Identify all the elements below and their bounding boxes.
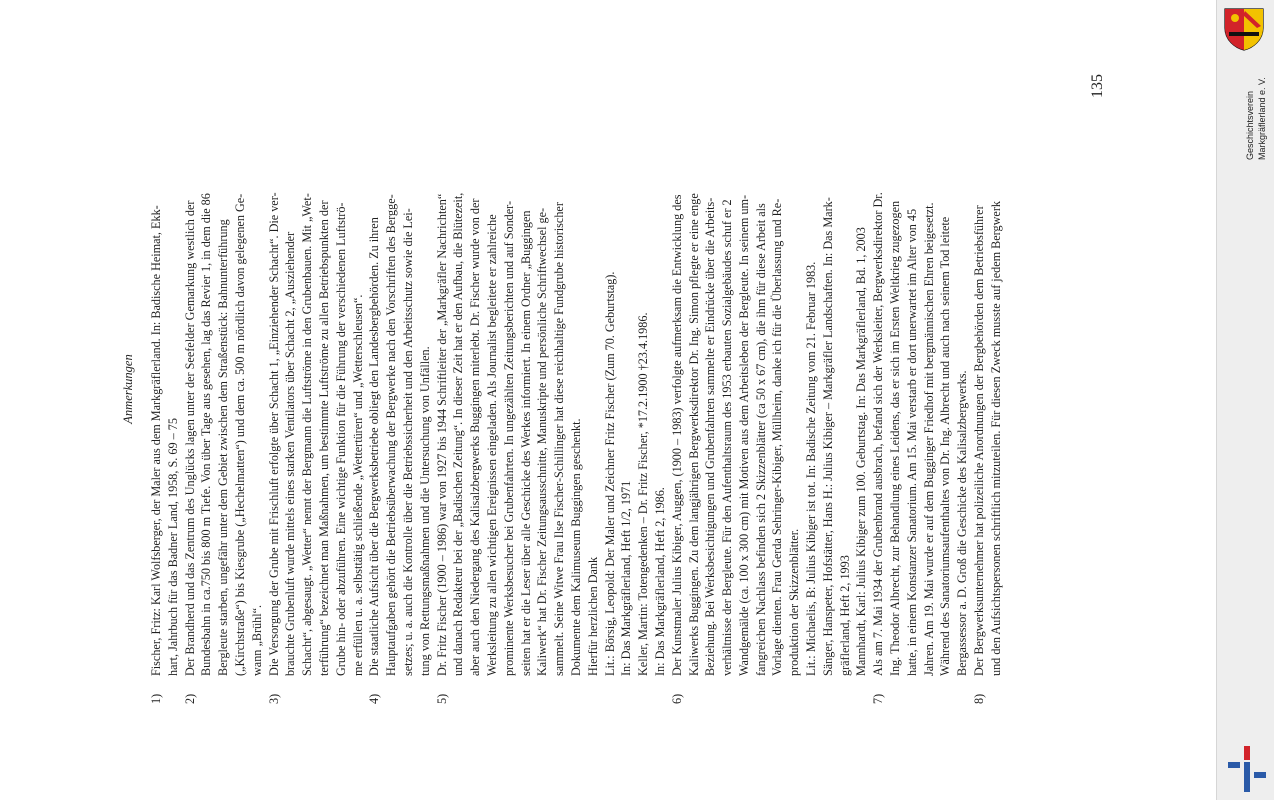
page-number: 135: [1089, 74, 1106, 98]
footnote-line: tung von Rettungsmaßnahmen und die Untersuchung von Unfällen.: [417, 346, 432, 676]
scanned-page: [120, 74, 1106, 704]
footnote-line: Wandgemälde (ca. 100 x 300 cm) mit Motiven aus dem Arbeitsleben der Bergleute. In seinem um-: [736, 194, 751, 676]
footnote: [971, 74, 1005, 704]
footnote-line: me erfüllen u. a. selbsttätig schließende „Wettertüren“ und „Wetterschleusen“.: [350, 294, 365, 676]
footnote-line: Dr. Fritz Fischer (1900 – 1986) war von 1927 bis 1944 Schriftleiter der „Markgräfler Nachrichten“: [434, 193, 449, 676]
footnote-line: Hauptaufgaben gehört die Betriebsüberwachung der Bergwerke nach den Vorschriften des Bergge-: [384, 194, 399, 676]
footnote-line: Die staatliche Aufsicht über die Bergwerksbetriebe obliegt den Landesbergbehörden. Zu ihren: [367, 217, 382, 676]
footnote-line: Werksleitung zu allen wichtigen Ereignissen eingeladen. Als Journalist begleitete er zahlreiche: [484, 214, 499, 676]
footnote-line: Sänger, Hanspeter, Hofstätter, Hans H.: Julius Kibiger – Markgräfler Landschaften. In: Das Mark-: [820, 197, 835, 676]
footnote-body: [182, 74, 266, 676]
footnote-line: brauchte Grubenluft wurde mittels eines starken Ventilators über Schacht 2, „Ausziehender: [283, 231, 298, 676]
footnote-number: 3): [266, 693, 281, 704]
footnote: [266, 74, 367, 704]
footnote-line: Kaliwerk“ hat Dr. Fischer Zeitungsausschnitte, Manuskripte und persönliche Schriftwechsel ge-: [535, 207, 550, 676]
footnote-line: Ing. Theodor Albrecht, zur Behandlung eines Leidens, das er sich im Ersten Weltkrieg zugezogen: [888, 200, 903, 676]
footnote-line: setzes; u. a. auch die Kontrolle über die Betriebssicherheit und den Arbeitsschutz sowie die Lei-: [400, 208, 415, 676]
footnote-number: 1): [149, 693, 163, 704]
society-name: [1244, 77, 1268, 160]
footnote-line: produktion der Skizzenblätter.: [787, 528, 802, 676]
footnote-number: 2): [182, 693, 197, 704]
footnote-line: terführung“ bezeichnet man Maßnahmen, um bestimmte Luftströme zu allen Betriebspunkten der: [316, 200, 331, 676]
footnotes-list: [148, 74, 1005, 704]
footnote-line: Bergleute starben, ungefähr unter dem Gebiet zwischen dem Straßenstück: Bahnunterführung: [216, 219, 231, 676]
footnote-number: 6): [669, 693, 684, 704]
footnote-line: Jahren. Am 19. Mai wurde er auf dem Bugginger Friedhof mit bergmännischen Ehren beigesetzt.: [921, 202, 936, 676]
footnote-number: 4): [367, 693, 382, 704]
footnote-body: [266, 74, 367, 676]
coat-of-arms-icon: [1221, 6, 1267, 52]
crest-black-bar: [1229, 32, 1259, 36]
footnote-line: Während des Sanatoriumsaufenthaltes von Dr. Ing. Albrecht und auch nach seinem Tod leitete: [938, 216, 953, 676]
footnote-line: hatte, in einem Konstanzer Sanatorium. Am 15. Mai verstarb er dort unerwartet im Alter von 45: [904, 208, 919, 676]
footnote-line: In: Das Markgräflerland, Heft 1/2, 1971: [619, 480, 634, 676]
footnote-line: und den Aufsichtspersonen schriftlich mitzuteilen. Für diesen Zweck musste auf jedem Bergwerk: [988, 201, 1003, 676]
footnote-line: prominente Werksbesucher bei Grubenfahrten. In ungezählten Zeitungsberichten und auf Sonder-: [501, 200, 516, 676]
logo-blue-bar-left: [1228, 762, 1240, 768]
footnote-line: aber auch den Niedergang des Kalisalzbergwerks Buggingen miterlebt. Dr. Fischer wurde von der: [468, 198, 483, 676]
footnote: [182, 74, 266, 704]
footnote-number: 7): [871, 693, 886, 704]
footnote-line: wann „Brühl“.: [249, 604, 264, 676]
footnote-line: Hierfür herzlichen Dank: [585, 556, 600, 676]
logo-blue-bar-right: [1254, 772, 1266, 778]
footnote-line: sammelt. Seine Witwe Frau Ilse Fischer-Schillinger hat diese reichhaltige Fundgrube historischer: [552, 202, 567, 676]
footnote-line: Keller, Martin: Totengedenken – Dr. Fritz Fischer, *17.2.1900 †23.4.1986.: [636, 312, 651, 676]
footnote-body: [971, 74, 1005, 676]
footnote: [148, 74, 182, 704]
footnote-line: Schacht“, abgesaugt. „Wetter“ nennt der Bergmann die Luftströme in den Grubenbauen. Mit „Wet-: [300, 193, 315, 676]
footnote-line: Der Brandherd und das Zentrum des Unglücks lagen unter der Seefelder Gemarkung westlich der: [182, 200, 197, 676]
crest-emblem: [1231, 14, 1239, 22]
footnote-body: [669, 74, 871, 676]
footnote-line: Mannhardt, Karl: Julius Kibiger zum 100. Geburtstag. In: Das Markgräflerland, Bd. 1, 2003: [854, 227, 869, 676]
footnote-line: Grube hin- oder abzuführen. Eine wichtige Funktion für die Führung der verschiedenen Luftströ-: [333, 202, 348, 676]
footnote-line: Bergassessor a. D. Groß die Geschicke des Kalisalzbergwerks.: [955, 370, 970, 676]
logo-red-bar-top: [1244, 746, 1250, 760]
footnote-line: fangreichen Nachlass befinden sich 2 Skizzenblätter (ca 50 x 67 cm), die ihm für diese Arbeit als: [753, 203, 768, 676]
footnote-line: Bundesbahn in ca.750 bis 800 m Tiefe. Von über Tage aus gesehen, lag das Revier 1, in dem die 86: [199, 193, 214, 676]
footnote-line: Als am 7. Mai 1934 der Grubenbrand ausbrach, befand sich der Werksleiter, Bergwerksdirektor Dr.: [871, 192, 886, 676]
footnote-line: Fischer, Fritz: Karl Wolfsberger, der Maler aus dem Markgräflerland. In: Badische Heimat, Ekk-: [149, 205, 163, 676]
footnote: [434, 74, 669, 704]
university-library-logo-icon: [1226, 744, 1268, 794]
footnote: [366, 74, 433, 704]
footnote-body: [148, 74, 182, 676]
footnote-line: hart, Jahrbuch für das Badner Land, 1958, S. 69 – 75: [165, 418, 180, 676]
footnote: [669, 74, 871, 704]
footnote-body: [366, 74, 433, 676]
footnote: [870, 74, 971, 704]
logo-blue-bar-center: [1244, 762, 1250, 792]
footnote-line: Die Versorgung der Grube mit Frischluft erfolgte über Schacht 1, „Einziehender Schacht“. Die ver-: [266, 192, 281, 676]
footnote-body: [434, 74, 669, 676]
footnote-line: Dokumente dem Kalimuseum Buggingen geschenkt.: [568, 418, 583, 676]
footnote-line: gräflerland, Heft 2, 1993: [837, 555, 852, 676]
society-line-2: Markgräflerland e. V.: [1257, 77, 1267, 160]
footnote-line: Vorlage dienten. Frau Gerda Sehringer-Kibiger, Müllheim, danke ich für die Überlassung und Re-: [770, 198, 785, 676]
footnote-line: verhältnisse der Bergleute. Für den Aufenthaltsraum des 1953 erbauten Sozialgebäudes schuf er 2: [720, 199, 735, 676]
footnote-line: In: Das Markgräflerland, Heft 2, 1986.: [652, 487, 667, 676]
footnote-line: Der Bergwerksunternehmer hat polizeiliche Anordnungen der Bergbehörden dem Betriebsführer: [972, 205, 987, 676]
footnote-body: [870, 74, 971, 676]
footnote-line: („Kirchstraße“) bis Kiesgrube („Hechelmatten“) und dem ca. 500 m nördlich davon gelegenen Ge-: [232, 193, 247, 676]
footnote-line: seiten hat er die Leser über alle Geschicke des Werkes informiert. In einem Ordner „Buggingen: [518, 210, 533, 676]
footnote-line: und danach Redakteur bei der „Badischen Zeitung“. In dieser Zeit hat er den Aufbau, die Blütezeit,: [451, 192, 466, 676]
running-head: Anmerkungen: [121, 354, 135, 424]
footnote-line: Beziehung. Bei Werksbesichtigungen und Grubenfahrten sammelte er Eindrücke über die Arbeits-: [703, 197, 718, 676]
footnote-line: Der Kunstmaler Julius Kibiger, Auggen, (1900 – 1983) verfolgte aufmerksam die Entwicklung des: [669, 194, 684, 676]
footnote-line: Kaliwerks Buggingen. Zu dem langjährigen Bergwerksdirektor Dr. Ing. Simon pflegte er eine enge: [686, 193, 701, 676]
footnote-line: Lit.: Michaelis, B: Julius Kibiger ist tot. In: Badische Zeitung vom 21. Februar 1983.: [804, 261, 819, 676]
footnote-number: 5): [434, 693, 449, 704]
footnote-line: Lit.: Börsig, Leopold: Der Maler und Zeichner Fritz Fischer (Zum 70. Geburtstag).: [602, 271, 617, 676]
society-line-1: Geschichtsverein: [1245, 90, 1255, 160]
footnote-number: 8): [972, 693, 987, 704]
